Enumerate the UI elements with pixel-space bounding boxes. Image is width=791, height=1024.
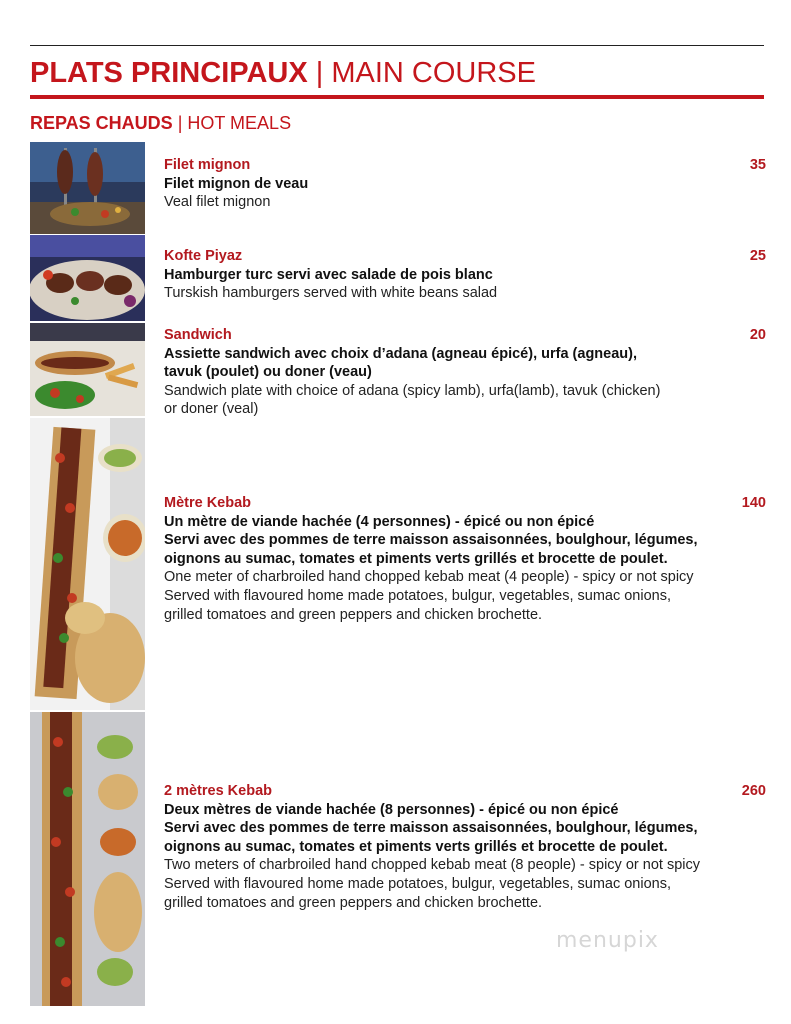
item-description-fr: Assiette sandwich avec choix d’adana (agneau épicé), urfa (agneau), <box>164 345 638 362</box>
item-price: 25 <box>749 248 766 264</box>
item-description-en: grilled tomatoes and green peppers and chicken brochette. <box>164 894 543 911</box>
item-description-en: Veal filet mignon <box>164 194 271 211</box>
item-name: 2 mètres Kebab <box>164 783 272 799</box>
item-description-fr: oignons au sumac, tomates et piments verts grillés et brocette de poulet. <box>164 550 668 567</box>
item-description-en: One meter of charbroiled hand chopped kebab meat (4 people) - spicy or not spicy <box>164 569 694 586</box>
item-description-fr: Servi avec des pommes de terre maisson assaisonnées, boulghour, légumes, <box>164 820 698 837</box>
menu-item-kofte-piyaz <box>164 247 766 303</box>
item-description-en: Served with flavoured home made potatoes, bulgur, vegetables, sumac onions, <box>164 875 671 892</box>
item-description-en: or doner (veal) <box>164 401 259 418</box>
item-description-en: Turskish hamburgers served with white beans salad <box>164 285 498 302</box>
item-description-en: grilled tomatoes and green peppers and chicken brochette. <box>164 606 543 623</box>
item-description-en: Served with flavoured home made potatoes, bulgur, vegetables, sumac onions, <box>164 587 671 604</box>
watermark: menupix <box>556 928 659 953</box>
item-description-fr: Un mètre de viande hachée (4 personnes) - épicé ou non épicé <box>164 513 595 530</box>
title-french: PLATS PRINCIPAUX <box>30 57 308 89</box>
item-description-fr: Deux mètres de viande hachée (8 personnes) - épicé ou non épicé <box>164 801 619 818</box>
item-description-fr: oignons au sumac, tomates et piments verts grillés et brocette de poulet. <box>164 838 668 855</box>
item-description-en: Two meters of charbroiled hand chopped kebab meat (8 people) - spicy or not spicy <box>164 857 700 874</box>
section-english: HOT MEALS <box>187 113 292 133</box>
item-description-fr: Hamburger turc servi avec salade de pois blanc <box>164 266 493 283</box>
item-description-fr: Servi avec des pommes de terre maisson assaisonnées, boulghour, légumes, <box>164 532 698 549</box>
filet-mignon-photo <box>30 142 145 234</box>
menu-item-metre-kebab <box>164 494 766 624</box>
title-english: MAIN COURSE <box>331 57 536 89</box>
menu-item-sandwich <box>164 326 766 419</box>
item-name: Mètre Kebab <box>164 495 252 511</box>
metre-kebab-photo <box>30 418 145 710</box>
item-name: Kofte Piyaz <box>164 248 243 264</box>
item-description-fr: tavuk (poulet) ou doner (veau) <box>164 364 372 381</box>
two-metres-kebab-photo <box>30 712 145 1006</box>
item-name: Sandwich <box>164 327 232 343</box>
section-heading <box>30 112 291 134</box>
item-description-en: Sandwich plate with choice of adana (spicy lamb), urfa(lamb), tavuk (chicken) <box>164 382 661 399</box>
title-underline <box>30 95 764 99</box>
top-divider <box>30 45 764 46</box>
section-french: REPAS CHAUDS <box>30 113 173 133</box>
menu-item-two-metres-kebab <box>164 782 766 912</box>
item-price: 260 <box>741 783 766 799</box>
item-description-fr: Filet mignon de veau <box>164 175 309 192</box>
item-name: Filet mignon <box>164 157 251 173</box>
item-price: 20 <box>749 327 766 343</box>
kofte-piyaz-photo <box>30 235 145 321</box>
page-title <box>30 55 536 91</box>
title-separator: | <box>307 57 332 89</box>
item-price: 35 <box>749 157 766 173</box>
section-separator: | <box>172 113 188 133</box>
menu-item-filet-mignon <box>164 156 766 212</box>
item-price: 140 <box>741 495 766 511</box>
sandwich-photo <box>30 323 145 416</box>
